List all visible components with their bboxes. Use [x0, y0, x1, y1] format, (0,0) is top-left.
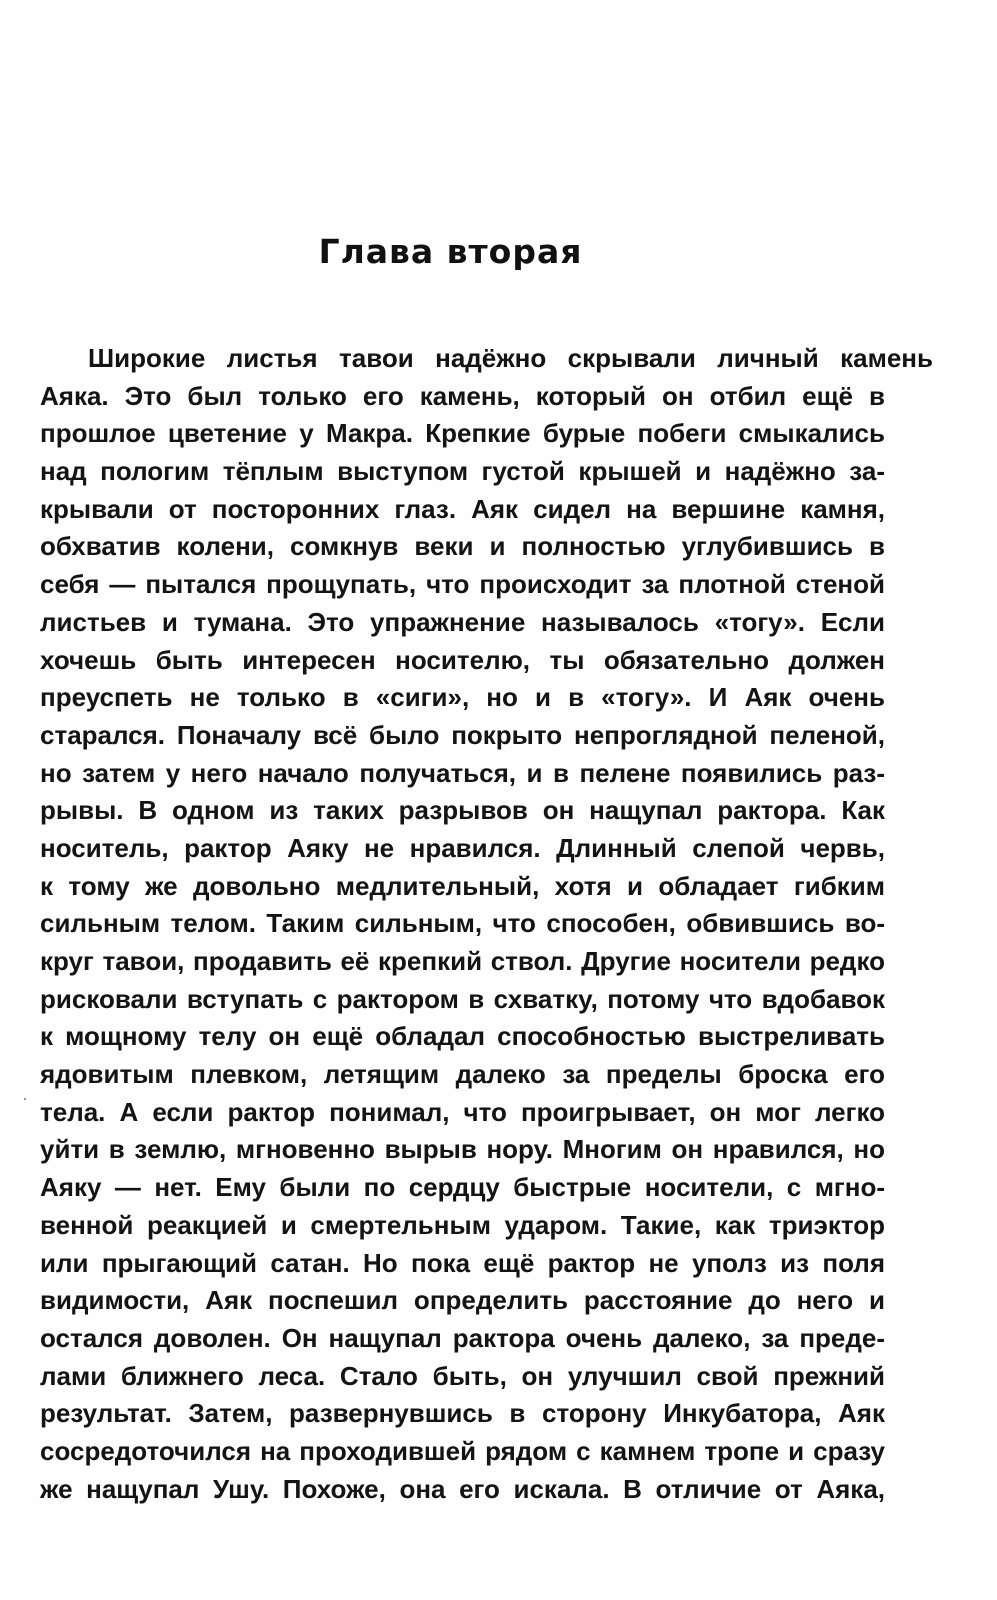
text-line: остался доволен. Он нащупал рактора очень далеко, за преде- [40, 1322, 885, 1353]
text-line: преуспеть не только в «сиги», но и в «тогу». И Аяк очень [40, 682, 885, 713]
text-line: обхватив колени, сомкнув веки и полностью углубившись в [40, 531, 885, 562]
text-line: Широкие листья тавои надёжно скрывали личный камень [88, 343, 933, 373]
text-line: рывы. В одном из таких разрывов он нащупал рактора. Как [40, 795, 885, 826]
text-line: но затем у него начало получаться, и в пелене появились раз- [40, 757, 885, 788]
text-line: прошлое цветение у Макра. Крепкие бурые побеги смыкались [40, 418, 885, 449]
text-line: старался. Поначалу всё было покрыто непроглядной пеленой, [40, 719, 885, 750]
text-line: уйти в землю, мгновенно вырыв нору. Многим он нравился, но [40, 1134, 885, 1165]
text-line: Аяку — нет. Ему были по сердцу быстрые носители, с мгно- [40, 1172, 885, 1203]
text-line: носитель, рактор Аяку не нравился. Длинный слепой червь, [40, 832, 885, 863]
print-speck [24, 1098, 26, 1100]
text-line: или прыгающий сатан. Но пока ещё рактор не уполз из поля [40, 1247, 885, 1278]
text-line: себя — пытался прощупать, что происходит за плотной стеной [40, 569, 885, 600]
text-line: к мощному телу он ещё обладал способностью выстреливать [40, 1021, 885, 1052]
text-line: результат. Затем, развернувшись в сторону Инкубатора, Аяк [40, 1398, 885, 1429]
text-line: ядовитым плевком, летящим далеко за пределы броска его [40, 1059, 885, 1090]
text-line: круг тавои, продавить её крепкий ствол. Другие носители редко [40, 946, 885, 976]
text-line: к тому же довольно медлительный, хотя и обладает гибким [40, 870, 885, 901]
text-line: крывали от посторонних глаз. Аяк сидел на вершине камня, [40, 493, 885, 524]
text-line: лами ближнего леса. Стало быть, он улучшил свой прежний [40, 1360, 885, 1391]
text-line: сильным телом. Таким сильным, что способен, обвившись во- [40, 908, 885, 939]
text-line: венной реакцией и смертельным ударом. Такие, как триэктор [40, 1209, 885, 1240]
text-line: тела. А если рактор понимал, что проигрывает, он мог легко [40, 1096, 885, 1127]
text-line: рисковали вступать с рактором в схватку, потому что вдобавок [40, 983, 885, 1014]
text-line: над пологим тёплым выступом густой крышей и надёжно за- [40, 456, 885, 487]
chapter-title: Глава вторая [318, 232, 583, 271]
text-line: видимости, Аяк поспешил определить расстояние до него и [40, 1285, 885, 1316]
text-line: хочешь быть интересен носителю, ты обязательно должен [40, 644, 885, 675]
text-line: же нащупал Ушу. Похоже, она его искала. В отличие от Аяка, [40, 1473, 885, 1504]
text-line: Аяка. Это был только его камень, который он отбил ещё в [40, 380, 885, 411]
text-line: сосредоточился на проходившей рядом с камнем тропе и сразу [40, 1435, 885, 1466]
text-line: листьев и тумана. Это упражнение называлось «тогу». Если [40, 606, 885, 637]
chapter-body-text [40, 340, 933, 1508]
